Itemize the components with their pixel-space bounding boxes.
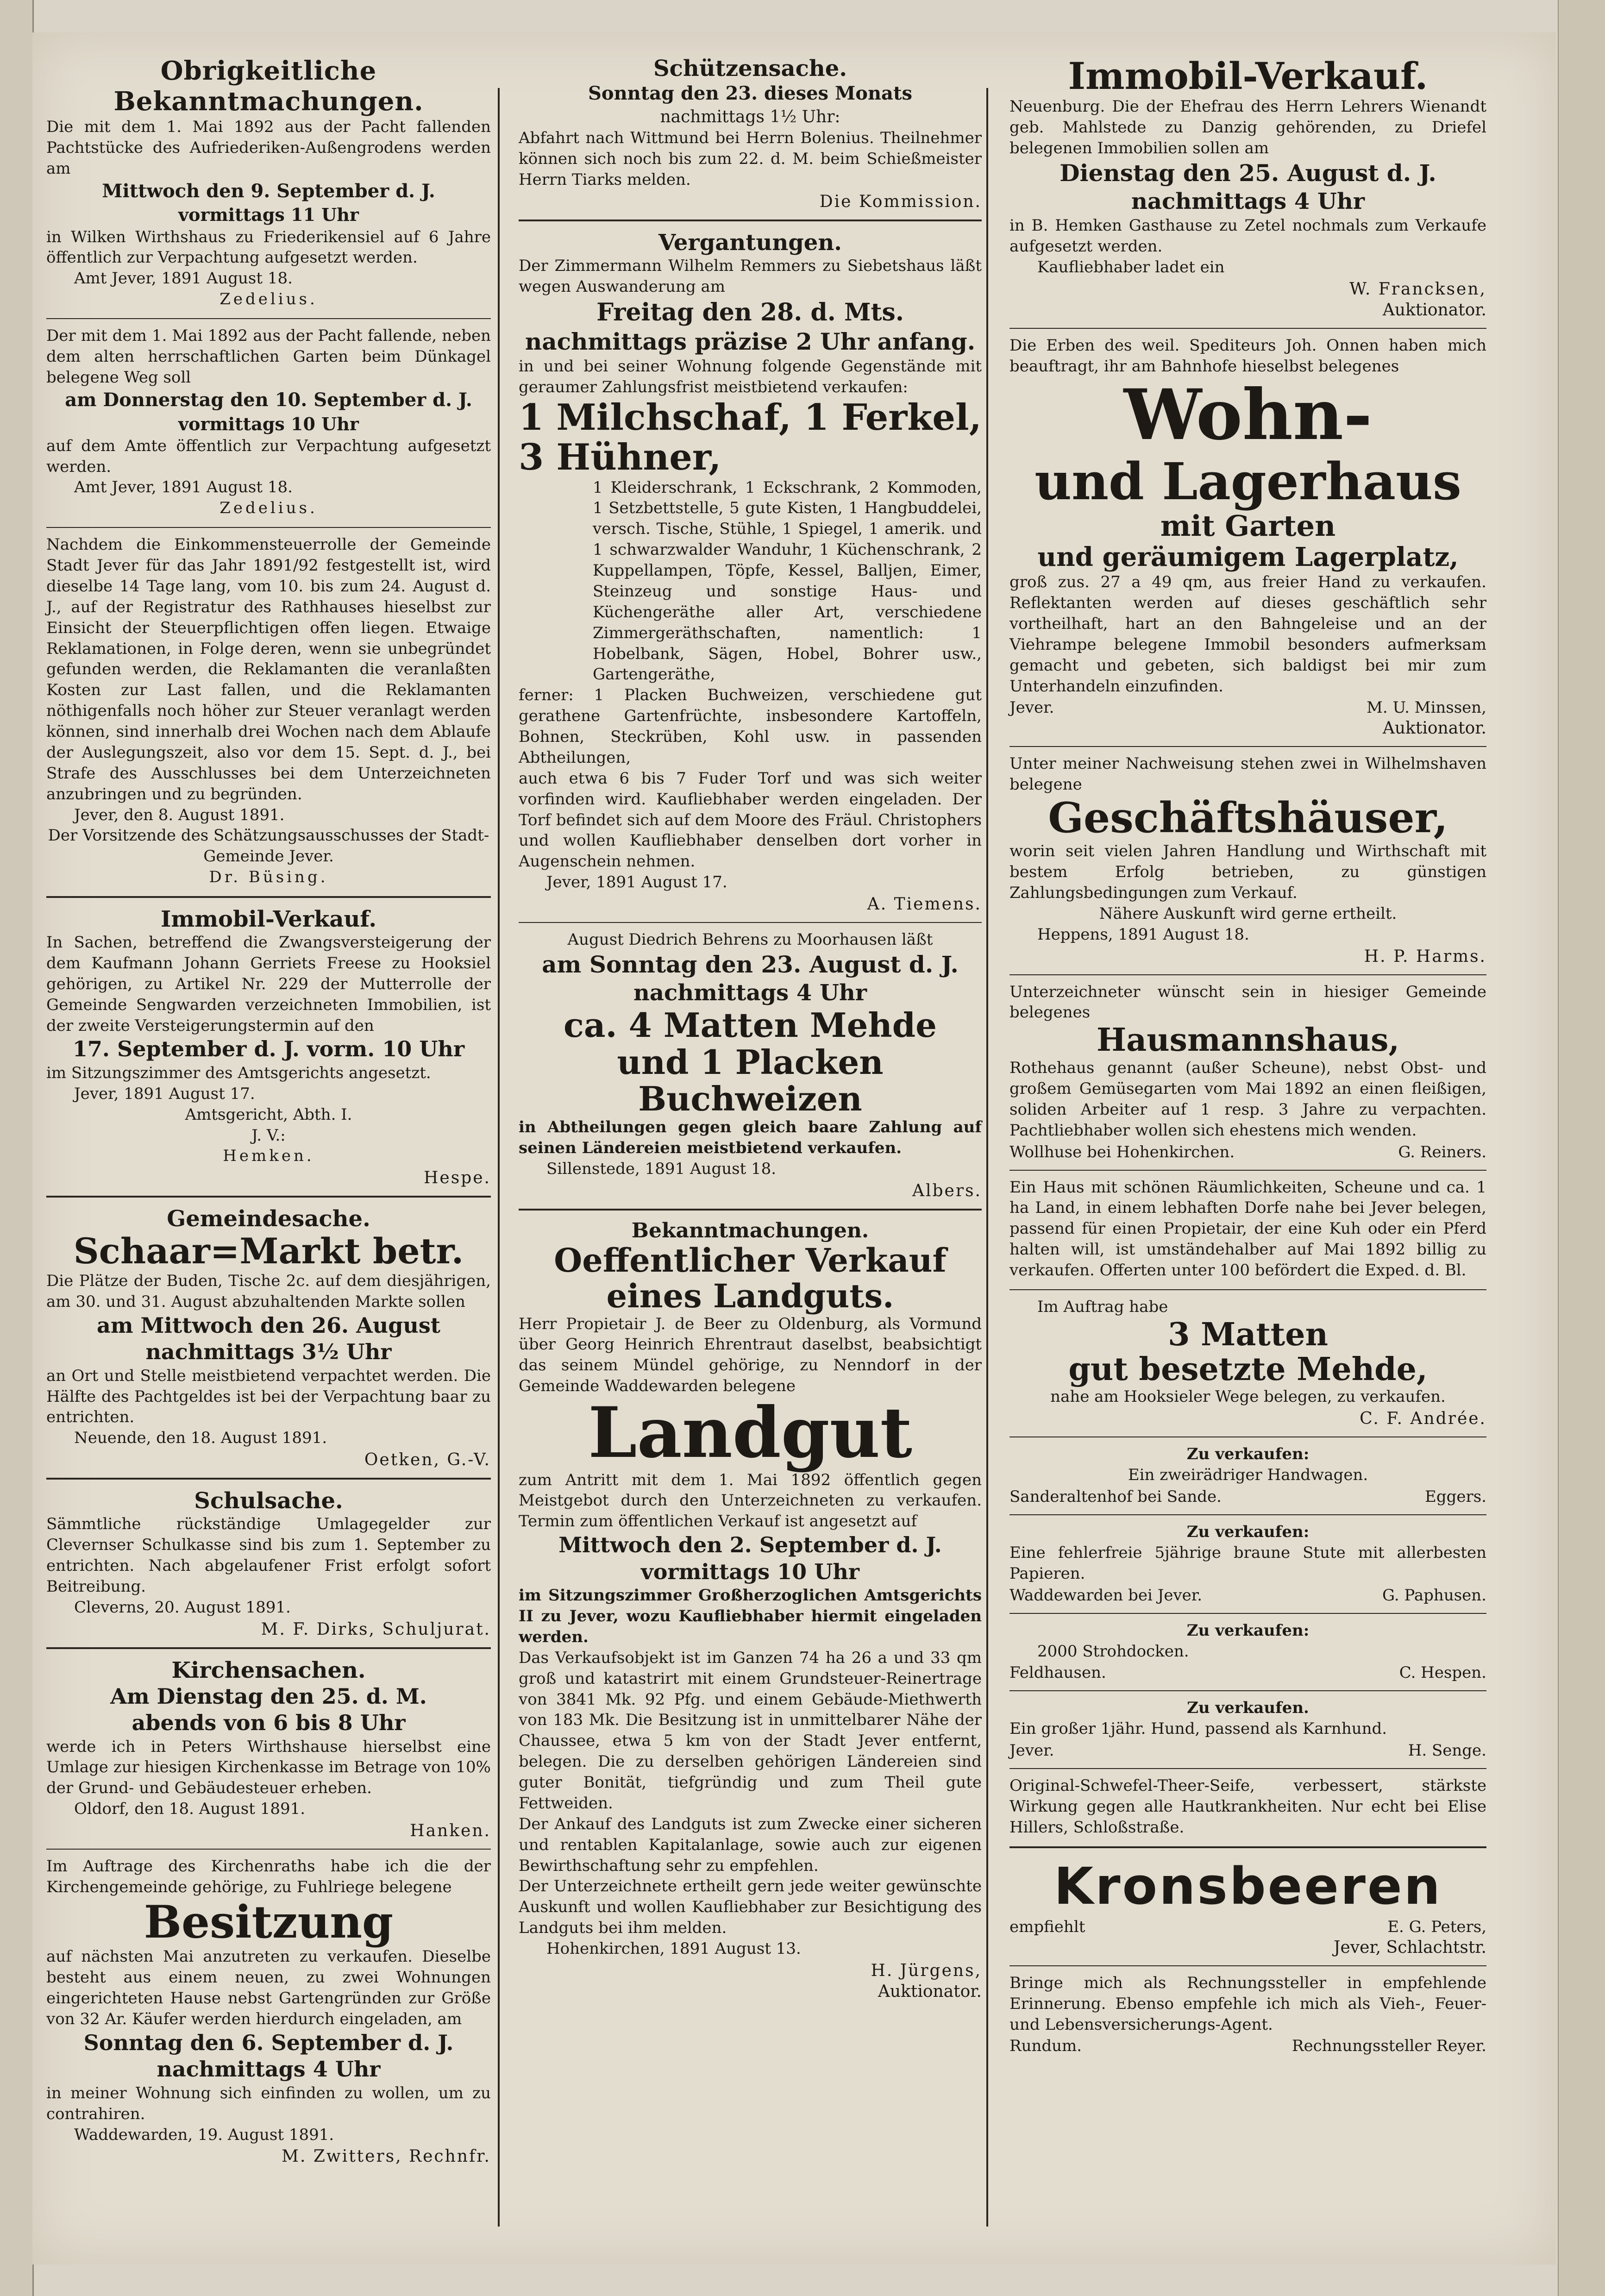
ad-date: am Sonntag den 23. August d. J. [542, 950, 959, 978]
ad-text: empfiehlt [1009, 1917, 1085, 1936]
ad-schulsache [46, 1488, 491, 1638]
ad-besitzung [46, 1856, 491, 2166]
ad-text: Nähere Auskunft wird gerne ertheilt. [1099, 904, 1397, 923]
ad-place: Rundum. [1009, 2037, 1082, 2056]
ad-signature-row [1009, 1487, 1486, 1506]
ad-hund [1009, 1698, 1486, 1760]
ad-place: Oldorf, den 18. August 1891. [74, 1800, 306, 1819]
section-title: Schützensache. [653, 56, 847, 82]
section-title: Gemeindesache. [167, 1206, 370, 1232]
divider [1009, 1514, 1486, 1515]
ad-place: Heppens, 1891 August 18. [1037, 925, 1249, 944]
divider [46, 896, 491, 898]
ad-signature: H. Senge. [1408, 1741, 1486, 1760]
ad-title: Zu verkaufen. [1187, 1699, 1309, 1718]
ad-signature-row [1009, 1741, 1486, 1760]
ad-text: In Sachen, betreffend die Zwangsversteigerung der dem Kaufmann Johann Gerriets Freese zu Hooksiel gehörigen, zu Artikel Nr. 229 der Mutterrolle der Gemeinde Sengwarden verzeichneten Immobilien, ist der zweite Versteigerungstermin auf den [46, 933, 491, 1035]
ad-place: Jever. [1009, 1741, 1054, 1760]
ad-handwagen [1009, 1444, 1486, 1506]
section-title: Obrigkeitliche Bekanntmachungen. [113, 56, 424, 117]
ad-schuetzensache [519, 56, 982, 211]
divider [1009, 1170, 1486, 1171]
ad-time: vormittags 11 Uhr [178, 204, 359, 226]
divider [46, 1478, 491, 1480]
ad-text: Der Unterzeichnete ertheilt gern jede weiter gewünschte Auskunft und wollen Kaufliebhaber zur Besichtigung des Landguts bei ihm melden. [519, 1877, 982, 1938]
ad-signature: Zedelius. [219, 499, 318, 518]
ad-text: in Wilken Wirthshaus zu Friederikensiel auf 6 Jahre öffentlich zur Verpachtung aufgesetzt werden. [46, 227, 491, 267]
ad-role: Auktionator. [1382, 719, 1486, 738]
ad-place: Amt Jever, 1891 August 18. [74, 478, 293, 497]
ad-signature: Hanken. [410, 1821, 491, 1840]
ad-signature: Albers. [912, 1181, 982, 1200]
divider [1009, 746, 1486, 747]
ad-stute [1009, 1522, 1486, 1605]
right-page-edge [1558, 0, 1605, 2296]
divider [519, 1209, 982, 1211]
ad-date: Am Dienstag den 25. d. M. [110, 1683, 427, 1709]
ad-signature: Rechnungssteller Reyer. [1292, 2037, 1486, 2056]
ad-signature: C. F. Andrée. [1360, 1409, 1486, 1429]
section-title: Bekanntmachungen. [631, 1218, 869, 1242]
ad-text: Sämmtliche rückständige Umlagegelder zur Clevernser Schulkasse sind bis zum 1. September zu entrichten. Nach abgelaufener Frist erfolgt sofort Beitreibung. [46, 1515, 491, 1596]
ad-signature-row [1009, 1143, 1486, 1161]
section-title: Immobil-Verkauf. [160, 906, 377, 933]
ad-text: an Ort und Stelle meistbietend verpachtet werden. Die Hälfte des Pachtgeldes ist bei der Verpachtung baar zu entrichten. [46, 1366, 491, 1427]
ad-immobil-verkauf [46, 906, 491, 1187]
ad-text: Die Plätze der Buden, Tische 2c. auf dem diesjährigen, am 30. und 31. August abzuhaltenden Markte sollen [46, 1271, 491, 1311]
ad-signature: E. G. Peters, [1387, 1917, 1486, 1936]
divider [1009, 1846, 1486, 1848]
ad-headline-2: und Lagerhaus [1034, 451, 1461, 511]
column-3 [1009, 56, 1486, 2245]
ad-text: Unterzeichneter wünscht sein in hiesiger Gemeinde belegenes [1009, 982, 1486, 1022]
ad-place: Waddewarden bei Jever. [1009, 1586, 1203, 1605]
divider [46, 1647, 491, 1649]
ad-signature-2: Hespe. [424, 1168, 491, 1188]
ad-text: Das Verkaufsobjekt ist im Ganzen 74 ha 26 a und 33 qm groß und katastrirt mit einem Grundsteuer-Reinertrage von 3841 Mk. 92 Pfg. und einem Gebäude-Miethwerth von 183 Mk. Die Besitzung ist in unmittelbarer Nähe der Chaussee, etwa 5 km von der Stadt Jever entfernt, belegen. Die zu derselben gehörigen Ländereien sind guter Bonität, tiefgründig und zum Theil gute Fettweiden. [519, 1648, 982, 1813]
ad-time: nachmittags präzise 2 Uhr anfang. [525, 327, 976, 355]
ad-text: werde ich in Peters Wirthshause hierselbst eine Umlage zur hiesigen Kirchenkasse im Betrage von 10% der Grund- und Gebäudesteuer erheben. [46, 1737, 491, 1798]
ad-obrigkeitliche [46, 56, 491, 310]
ad-date: Freitag den 28. d. Mts. [596, 298, 904, 326]
ad-role: Auktionator. [1382, 300, 1486, 320]
ad-body: Der Vorsitzende des Schätzungsausschusses der Stadt-Gemeinde Jever. [48, 826, 489, 866]
ad-text: Ein großer 1jähr. Hund, passend als Karnhund. [1009, 1719, 1387, 1738]
ad-headline: Kronsbeeren [1054, 1856, 1442, 1916]
ad-headline: 3 Matten [1168, 1316, 1328, 1353]
ad-text: Im Auftrag habe [1037, 1297, 1168, 1316]
ad-text: in meiner Wohnung sich einfinden zu wollen, um zu contrahiren. [46, 2083, 491, 2123]
left-page-edge [0, 0, 34, 2296]
ad-date: Mittwoch den 2. September d. J. [558, 1532, 942, 1558]
ad-seife [1009, 1775, 1486, 1838]
divider [1009, 1690, 1486, 1691]
ad-signature-row [1009, 2037, 1486, 2055]
ad-mehde [1009, 1297, 1486, 1428]
ad-text: ferner: 1 Placken Buchweizen, verschiedene gut gerathene Gartenfrüchte, insbesondere Kartoffeln, Bohnen, Steckrüben, Kohl usw. in passenden Abtheilungen, [519, 686, 982, 767]
ad-signature: M. U. Minssen, [1367, 698, 1486, 717]
ad-headline: Wohn- [1123, 374, 1373, 456]
ad-text: Die Erben des weil. Spediteurs Joh. Onnen haben mich beauftragt, ihr am Bahnhofe hieselbst belegenes [1009, 336, 1486, 376]
section-title: Immobil-Verkauf. [1068, 54, 1428, 98]
ad-text: Der mit dem 1. Mai 1892 aus der Pacht fallende, neben dem alten herrschaftlichen Garten beim Dünkagel belegene Weg soll [46, 326, 491, 387]
ad-text: zum Antritt mit dem 1. Mai 1892 öffentlich gegen Meistgebot durch den Unterzeichneten zu verkaufen. Termin zum öffentlichen Verkauf ist angesetzt auf [519, 1470, 982, 1531]
ad-text: Neuenburg. Die der Ehefrau des Herrn Lehrers Wienandt geb. Mahlstede zu Danzig gehörenden, zu Driefel belegenen Immobilien sollen am [1009, 97, 1486, 157]
ad-headline: Hausmannshaus, [1096, 1022, 1400, 1059]
ad-text: im Sitzungszimmer des Amtsgerichts angesetzt. [46, 1063, 431, 1082]
ad-text: Unter meiner Nachweisung stehen zwei in Wilhelmshaven belegene [1009, 754, 1486, 794]
ad-lagerhaus [1009, 335, 1486, 738]
ad-date: Sonntag den 6. September d. J. [83, 2030, 454, 2055]
ad-date: 17. September d. J. vorm. 10 Uhr [72, 1036, 465, 1062]
ad-title: Zu verkaufen: [1186, 1621, 1310, 1640]
ad-time: vormittags 10 Uhr [178, 413, 359, 434]
ad-text: auf nächsten Mai anzutreten zu verkaufen. Dieselbe besteht aus einem neuen, zu zwei Wohnungen eingerichteten Hause nebst Gartengründen zur Größe von 32 Ar. Käufer werden hierdurch eingeladen, am [46, 1947, 491, 2028]
ad-address: Jever, Schlachtstr. [1334, 1938, 1486, 1957]
divider [519, 922, 982, 923]
ad-text: in und bei seiner Wohnung folgende Gegenstände mit geraumer Zahlungsfrist meistbietend verkaufen: [519, 357, 982, 397]
column-rule-1 [498, 88, 500, 2227]
divider [519, 220, 982, 221]
ad-signature: C. Hespen. [1399, 1663, 1486, 1682]
ad-signature: Die Kommission. [819, 192, 982, 211]
ad-headline-huge: Landgut [588, 1392, 912, 1474]
column-1 [46, 56, 491, 2245]
ad-text: groß zus. 27 a 49 qm, aus freier Hand zu verkaufen. Reflektanten werden auf dieses geschäftlich sehr vortheilhaft, hart an den Bahngeleise und an der Viehrampe belegene Immobil besonders aufmerksam gemacht und gebeten, sich baldigst bei mir zum Unterhandeln einzufinden. [1009, 573, 1486, 696]
ad-signature: M. F. Dirks, Schuljurat. [261, 1619, 491, 1639]
ad-signature: A. Tiemens. [867, 895, 982, 914]
ad-text: in Abtheilungen gegen gleich baare Zahlung auf seinen Ländereien meistbietend verkaufen. [519, 1117, 982, 1157]
ad-weg-verpachtung [46, 326, 491, 519]
divider [46, 318, 491, 319]
ad-place: Sanderaltenhof bei Sande. [1009, 1487, 1222, 1506]
ad-signature: Eggers. [1425, 1487, 1486, 1506]
ad-date: Dienstag den 25. August d. J. [1060, 159, 1436, 187]
ad-text: Der Zimmermann Wilhelm Remmers zu Siebetshaus läßt wegen Auswanderung am [519, 256, 982, 296]
ad-vergantungen [519, 230, 982, 914]
divider [1009, 1768, 1486, 1769]
ad-headline-2: und 1 Placken Buchweizen [617, 1042, 884, 1118]
ad-text: auf dem Amte öffentlich zur Verpachtung aufgesetzt werden. [46, 436, 491, 476]
ad-date: Sonntag den 23. dieses Monats [588, 82, 912, 104]
ad-signature: G. Reiners. [1398, 1142, 1486, 1161]
ad-text: worin seit vielen Jahren Handlung und Wirthschaft mit bestem Erfolg betrieben, zu günstigen Zahlungsbedingungen zum Verkauf. [1009, 842, 1486, 902]
ad-headline-2: 3 Hühner, [519, 436, 721, 478]
ad-place: Jever. [1009, 698, 1054, 717]
ad-text: Die mit dem 1. Mai 1892 aus der Pacht fallenden Pachtstücke des Aufriederiken-Außengrodens werden am [46, 118, 491, 178]
ad-signature: Hemken. [223, 1147, 314, 1166]
ad-place: Feldhausen. [1009, 1663, 1106, 1682]
ad-gemeindesache [46, 1206, 491, 1469]
section-title: Schulsache. [194, 1488, 343, 1514]
ad-text: Im Auftrage des Kirchenraths habe ich die der Kirchengemeinde gehörige, zu Fuhlriege belegene [46, 1857, 491, 1896]
ad-hausmannshaus [1009, 982, 1486, 1161]
ad-haus-verkauf [1009, 1177, 1486, 1281]
ad-rechnungssteller [1009, 1973, 1486, 2056]
ad-signature-row [1009, 1663, 1486, 1682]
ad-signature: G. Paphusen. [1382, 1586, 1486, 1605]
ad-text: Kaufliebhaber ladet ein [1037, 257, 1225, 276]
ad-headline: 1 Milchschaf, 1 Ferkel, [519, 396, 982, 439]
ad-geschaeftshaeuser [1009, 753, 1486, 966]
section-title: Vergantungen. [658, 229, 842, 256]
ad-kirchensachen [46, 1657, 491, 1841]
divider [1009, 1289, 1486, 1290]
ad-behrens [519, 929, 982, 1200]
ad-date: am Donnerstag den 10. September d. J. [65, 389, 472, 411]
ad-text: August Diedrich Behrens zu Moorhausen läßt [567, 930, 933, 949]
ad-kronsbeeren [1009, 1857, 1486, 1957]
ad-text: Ein Haus mit schönen Räumlichkeiten, Scheune und ca. 1 ha Land, in einem lebhaften Dorfe nahe bei Jever belegen, passend für einen Propietair, der eine Kuh oder ein Pferd halten will, ist umständehalber auf Mai 1892 billig zu verkaufen. Offerten unter 100 befördert die Exped. d. Bl. [1009, 1178, 1486, 1280]
ad-court: Amtsgericht, Abth. I. [185, 1105, 352, 1124]
ad-place: Amt Jever, 1891 August 18. [74, 269, 293, 288]
ad-item-list: 1 Kleiderschrank, 1 Eckschrank, 2 Kommoden, 1 Setzbettstelle, 5 gute Kisten, 1 Hangbuddelei, versch. Tische, Stühle, 1 Spiegel, 1 amerik. und 1 schwarzwalder Wanduhr, 1 Küchenschrank, 2 Kuppellampen, Töpfe, Kessel, Balljen, Eimer, Steinzeug und sonstige Haus- und Küchengeräthe aller Art, verschiedene Zimmergeräthschaften, namentlich: 1 Hobelbank, Sägen, Hobel, Bohrer usw., Gartengeräthe, [593, 478, 982, 684]
ad-time: nachmittags 4 Uhr [157, 2057, 381, 2082]
ad-signature: M. Zwitters, Rechnfr. [282, 2147, 491, 2166]
ad-place: Jever, 1891 August 17. [546, 873, 727, 892]
ad-headline: ca. 4 Matten Mehde [564, 1005, 937, 1045]
ad-time: abends von 6 bis 8 Uhr [132, 1710, 406, 1735]
ad-place: Waddewarden, 19. August 1891. [74, 2125, 334, 2144]
ad-text: in B. Hemken Gasthause zu Zetel nochmals zum Verkaufe aufgesetzt werden. [1009, 216, 1486, 256]
ad-text: Nachdem die Einkommensteuerrolle der Gemeinde Stadt Jever für das Jahr 1891/92 festgestellt ist, wird dieselbe 14 Tage lang, vom 10. bis zum 24. August d. J., auf der Registratur des Rathhauses hieselbst zur Einsicht der Steuerpflichtigen offen liegen. Etwaige Reklamationen, in Folge deren, wenn sie unbegründet gefunden werden, die Reklamanten die veranlaßten Kosten zur Last fallen, und die Reklamanten nöthigenfalls noch höher zur Steuer veranlagt werden können, sind innerhalb drei Wochen nach dem Ablaufe der Auslegungszeit, also vor dem 15. Sept. d. J., bei Strafe des Ausschlusses bei dem Unterzeichneten anzubringen und zu begründen. [46, 535, 491, 803]
ad-time: nachmittags 1½ Uhr: [660, 107, 840, 126]
ad-time: vormittags 10 Uhr [641, 1559, 859, 1584]
ad-signature: Oetken, G.-V. [364, 1450, 491, 1470]
ad-time: nachmittags 4 Uhr [633, 980, 867, 1006]
ad-text: Original-Schwefel-Theer-Seife, verbessert, stärkste Wirkung gegen alle Hautkrankheiten. Nur echt bei Elise Hillers, Schloßstraße. [1009, 1776, 1486, 1837]
ad-text: 2000 Strohdocken. [1037, 1642, 1189, 1661]
ad-iv: J. V.: [251, 1126, 286, 1145]
ad-date: am Mittwoch den 26. August [97, 1312, 440, 1338]
ad-headline-2: gut besetzte Mehde, [1068, 1350, 1428, 1388]
ad-headline: Schaar=Markt betr. [73, 1230, 464, 1272]
ad-headline: Oeffentlicher Verkauf eines Landguts. [554, 1241, 947, 1315]
divider [46, 1849, 491, 1850]
divider [1009, 1965, 1486, 1966]
divider [1009, 328, 1486, 329]
ad-signature-row [1009, 1586, 1486, 1605]
ad-place: Cleverns, 20. August 1891. [74, 1598, 291, 1617]
ad-headline: Geschäftshäuser, [1048, 793, 1448, 843]
ad-strohdocken [1009, 1620, 1486, 1682]
divider [46, 527, 491, 528]
ad-signature: W. Francksen, [1349, 279, 1486, 299]
ad-subheadline-2: und geräumigem Lagerplatz, [1037, 541, 1459, 572]
ad-text: im Sitzungszimmer Großherzoglichen Amtsgerichts II zu Jever, wozu Kaufliebhaber hiermit eingeladen werden. [519, 1586, 982, 1646]
ad-subheadline: mit Garten [1160, 508, 1336, 543]
divider [46, 1196, 491, 1198]
ad-signature: Zedelius. [219, 290, 318, 309]
ad-title: Zu verkaufen: [1186, 1445, 1310, 1464]
ad-text: Eine fehlerfreie 5jährige braune Stute mit allerbesten Papieren. [1009, 1543, 1486, 1583]
ad-place: Neuende, den 18. August 1891. [74, 1429, 327, 1448]
ad-signature: H. Jürgens, [871, 1961, 982, 1980]
ad-text: Rothehaus genannt (außer Scheune), nebst Obst- und großem Gemüsegarten vom Mai 1892 an einen fleißigen, soliden Arbeiter auf 1 resp. 3 Jahre zu verpachten. Pachtliebhaber wollen sich ehestens mich wenden. [1009, 1059, 1486, 1140]
ad-signature-row [1009, 1918, 1486, 1936]
ad-place: Sillenstede, 1891 August 18. [546, 1159, 777, 1178]
column-rule-2 [986, 88, 988, 2227]
ad-text: Der Ankauf des Landguts ist zum Zwecke einer sicheren und rentablen Kapitalanlage, sowie auch zur eigenen Bewirthschaftung sehr zu empfehlen. [519, 1814, 982, 1875]
ad-signature: Dr. Büsing. [209, 868, 328, 887]
ad-text: auch etwa 6 bis 7 Fuder Torf und was sich weiter vorfinden wird. Kaufliebhaber werden eingeladen. Der Torf befindet sich auf dem Moore des Fräul. Christophers und wollen Kaufliebhaber denselben dort vorher in Augenschein nehmen. [519, 769, 982, 871]
ad-text: Bringe mich als Rechnungssteller in empfehlende Erinnerung. Ebenso empfehle ich mich als Vieh-, Feuer- und Lebensversicherungs-Agent. [1009, 1973, 1486, 2034]
ad-role: Auktionator. [878, 1982, 982, 2001]
ad-immobil-neuenburg [1009, 56, 1486, 320]
column-2 [519, 56, 982, 2245]
ad-landgut [519, 1219, 982, 2001]
ad-time: nachmittags 3½ Uhr [145, 1339, 392, 1365]
ad-place: Hohenkirchen, 1891 August 13. [546, 1939, 801, 1958]
ad-place: Wollhuse bei Hohenkirchen. [1009, 1142, 1235, 1161]
ad-signature-row [1009, 698, 1486, 717]
ad-text: nahe am Hooksieler Wege belegen, zu verkaufen. [1050, 1387, 1446, 1406]
divider [1009, 974, 1486, 975]
ad-text: Abfahrt nach Wittmund bei Herrn Bolenius. Theilnehmer können sich noch bis zum 22. d. M. beim Schießmeister Herrn Tiarks melden. [519, 129, 982, 189]
ad-time: nachmittags 4 Uhr [1131, 188, 1365, 215]
ad-title: Zu verkaufen: [1186, 1523, 1310, 1542]
ad-signature: H. P. Harms. [1364, 947, 1486, 966]
ad-headline: Besitzung [144, 1895, 394, 1948]
ad-einkommensteuer [46, 534, 491, 888]
section-title: Kirchensachen. [171, 1657, 366, 1683]
ad-date: Mittwoch den 9. September d. J. [102, 180, 435, 202]
ad-place: Jever, 1891 August 17. [74, 1084, 255, 1103]
ad-text: Herr Propietair J. de Beer zu Oldenburg, als Vormund über Georg Heinrich Ehrentraut daselbst, beabsichtigt das seinem Mündel gehörige, zu Nenndorf in der Gemeinde Waddewarden belegene [519, 1314, 982, 1396]
divider [1009, 1613, 1486, 1614]
ad-place: Jever, den 8. August 1891. [74, 805, 285, 824]
ad-text: Ein zweirädriger Handwagen. [1128, 1466, 1368, 1485]
